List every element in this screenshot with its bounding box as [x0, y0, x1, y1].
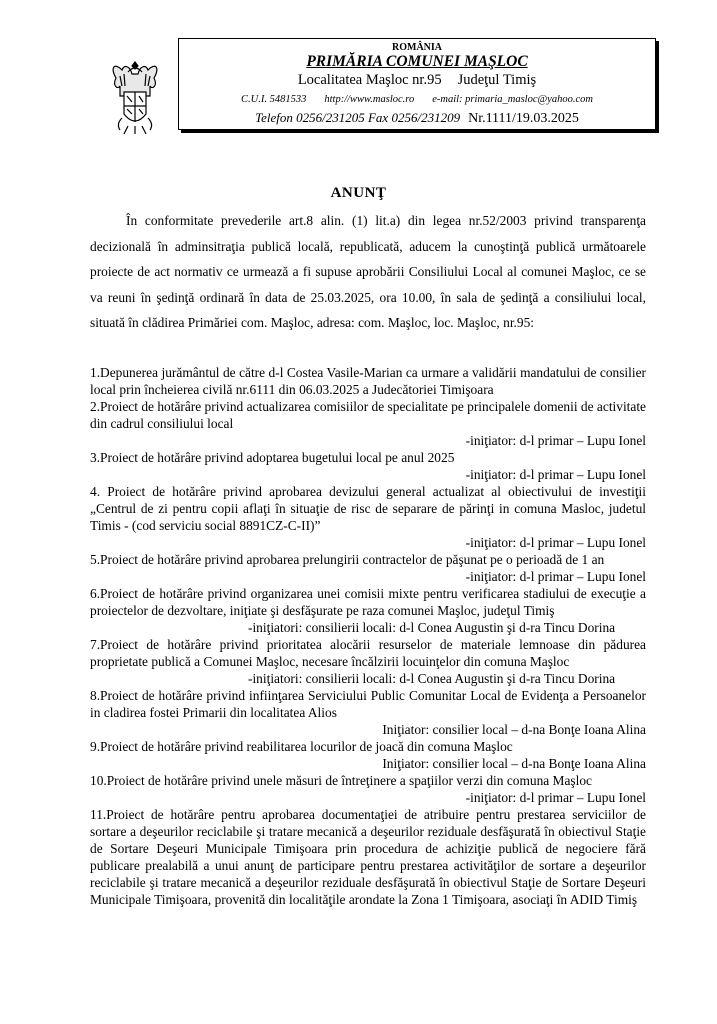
- list-item-initiator: -iniţiator: d-l primar – Lupu Ionel: [465, 433, 646, 448]
- institution-header: [178, 38, 656, 130]
- list-item-initiator: -iniţiator: d-l primar – Lupu Ionel: [465, 467, 646, 482]
- list-item: 7.Proiect de hotărâre privind prioritatea alocării resurselor de materiale lemnoase din pădurea proprietate publică a Comunei Maşloc, necesare încălzirii locuinţelor din comuna Maşloc: [90, 637, 646, 669]
- phone-fax: Telefon 0256/231205 Fax 0256/231209: [255, 110, 461, 125]
- list-item-initiator: -iniţiator: d-l primar – Lupu Ionel: [465, 790, 646, 805]
- list-item-initiator: -iniţiatori: consilierii locali: d-l Conea Augustin şi d-ra Tincu Dorina: [248, 620, 616, 635]
- document-title: ANUNŢ: [330, 185, 387, 201]
- list-item-initiator: -iniţiatori: consilierii locali: d-l Conea Augustin şi d-ra Tincu Dorina: [248, 671, 616, 686]
- email-link[interactable]: e-mail: primaria_masloc@yahoo.com: [432, 94, 593, 105]
- list-item: 6.Proiect de hotărâre privind organizarea unei comisii mixte pentru verificarea stadiului de execuţie a proiectelor de dezvoltare, iniţiate şi desfăşurate pe raza comunei Maşloc, judeţul Timiş: [90, 586, 646, 618]
- agenda-list: [90, 364, 646, 908]
- list-item: 11.Proiect de hotărâre pentru aprobarea documentaţiei de atribuire pentru prestarea serviciilor de sortare a deşeurilor reciclabile şi tratare mecanică a deşeurilor reziduale desfăşurată în obiectivul Staţie de Sortare Deşeuri Municipale Timişoara prin procedura de achiziţie publică de negociere fără publicare prealabilă a unui anunţ de participare pentru prestarea activităţilor de sortare a deşeurilor reciclabile şi tratare mecanică a deşeurilor reziduale desfăşurată în obiectivul Staţie de Sortare Deşeuri Municipale Timişoara, provenită din localităţile arondate la Zona 1 Timişoara, asociaţi în ADID Timiş: [90, 807, 646, 907]
- country-label: ROMÂNIA: [392, 42, 442, 53]
- institution-name: PRIMĂRIA COMUNEI MAŞLOC: [306, 53, 528, 70]
- list-item-initiator: -iniţiator: d-l primar – Lupu Ionel: [465, 569, 646, 584]
- cui: C.U.I. 5481533: [241, 94, 307, 105]
- phone-line: [179, 110, 655, 127]
- list-item: 5.Proiect de hotărâre privind aprobarea prelungirii contractelor de păşunat pe o perioadă de 1 an: [90, 552, 605, 567]
- contact-line: [179, 94, 655, 105]
- list-item-initiator: -iniţiator: d-l primar – Lupu Ionel: [465, 535, 646, 550]
- list-item: 10.Proiect de hotărâre privind unele măsuri de întreţinere a spaţiilor verzi din comuna Maşloc: [90, 773, 592, 788]
- list-item-initiator: Iniţiator: consilier local – d-na Bonţe Ioana Alina: [382, 722, 646, 737]
- intro-paragraph: [90, 208, 646, 336]
- list-item-initiator: Iniţiator: consilier local – d-na Bonţe Ioana Alina: [382, 756, 646, 771]
- list-item: 3.Proiect de hotărâre privind adoptarea bugetului local pe anul 2025: [90, 450, 455, 465]
- coat-of-arms-icon: [106, 56, 164, 138]
- address-line: [179, 72, 655, 89]
- list-item: 8.Proiect de hotărâre privind infiinţarea Serviciului Public Comunitar Local de Evidenţa a Persoanelor in cladirea fostei Primarii din localitatea Alios: [90, 688, 646, 720]
- county: Judeţul Timiş: [457, 72, 537, 88]
- locality: Localitatea Maşloc nr.95: [297, 72, 442, 88]
- list-item: 2.Proiect de hotărâre privind actualizarea comisiilor de specialitate pe principalele domenii de activitate din cadrul consiliului local: [90, 399, 646, 431]
- website-link[interactable]: http://www.masloc.ro: [324, 94, 415, 105]
- list-item: 1.Depunerea jurământul de către d-l Costea Vasile-Marian ca urmare a validării mandatului de consilier local prin încheierea civilă nr.6111 din 06.03.2025 a Judecătoriei Timişoara: [90, 365, 646, 397]
- list-item: 9.Proiect de hotărâre privind reabilitarea locurilor de joacă din comuna Maşloc: [90, 739, 513, 754]
- registration-number: Nr.1111/19.03.2025: [468, 111, 579, 126]
- list-item: 4. Proiect de hotărâre privind aprobarea devizului general actualizat al obiectivului de investiţii „Centrul de zi pentru copii aflaţi în situaţie de risc de separare de părinţi in comuna Masloc, judetul Timis - (cod serviciu social 8891CZ-C-II)”: [90, 484, 646, 533]
- intro-text: În conformitate prevederile art.8 alin. (1) lit.a) din legea nr.52/2003 privind transparenţa decizională în adminsitraţia publică locală, republicată, aducem la cunoştinţă publică următoarele proiecte de act normativ ce urmează a fi supuse aprobării Consiliului Local al comunei Maşloc, ce se va reuni în şedinţă ordinară în data de 25.03.2025, ora 10.00, în sala de şedinţă a consiliului local, situată în clădirea Primăriei com. Maşloc, adresa: com. Maşloc, loc. Maşloc, nr.95:: [90, 213, 646, 330]
